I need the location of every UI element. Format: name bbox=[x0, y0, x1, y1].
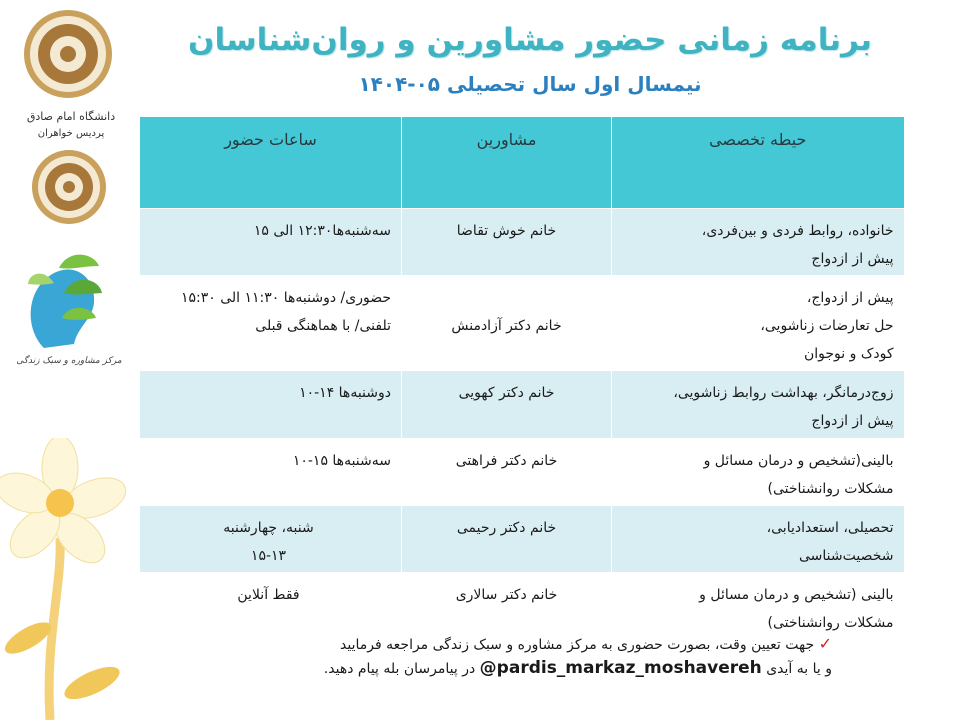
decorative-flower bbox=[0, 438, 150, 720]
header-counselors: مشاورین bbox=[402, 117, 612, 209]
table-row bbox=[140, 276, 904, 371]
hours-cell: شنبه، چهارشنبه ۱۵-۱۳ bbox=[140, 506, 402, 573]
table-row bbox=[140, 439, 904, 506]
specialty-cell: بالینی (تشخیص و درمان مسائل و مشکلات روانشناختی) bbox=[612, 573, 904, 640]
hours-cell: سه‌شنبه‌ها۱۲:۳۰ الی ۱۵ bbox=[140, 209, 402, 276]
specialty-cell: پیش از ازدواج، حل تعارضات زناشویی، کودک و نوجوان bbox=[612, 276, 904, 371]
note-line-1: ✓ جهت تعیین وقت، بصورت حضوری به مرکز مشاوره و سبک زندگی مراجعه فرمایید bbox=[340, 634, 832, 653]
note-line-2: و یا به آیدی @pardis_markaz_moshavereh در پیامرسان بله پیام دهید. bbox=[323, 658, 832, 678]
counselor-cell: خانم دکتر رحیمی bbox=[402, 506, 612, 573]
hours-cell: دوشنبه‌ها ۱۴-۱۰ bbox=[140, 371, 402, 439]
hours-cell: سه‌شنبه‌ها ۱۵-۱۰ bbox=[140, 439, 402, 506]
hours-cell: فقط آنلاین bbox=[140, 573, 402, 640]
table-row bbox=[140, 573, 904, 640]
counseling-center-logo bbox=[14, 248, 114, 358]
page-subtitle: نیمسال اول سال تحصیلی ۰۵-۱۴۰۴ bbox=[358, 72, 702, 96]
specialty-cell: زوج‌درمانگر، بهداشت روابط زناشویی، پیش از ازدواج bbox=[612, 371, 904, 439]
header-hours: ساعات حضور bbox=[140, 117, 402, 209]
specialty-cell: بالینی(تشخیص و درمان مسائل و مشکلات روانشناختی) bbox=[612, 439, 904, 506]
rosette-icon bbox=[12, 148, 126, 226]
university-rosette-icon bbox=[8, 6, 130, 104]
counselor-cell: خانم دکتر سالاری bbox=[402, 573, 612, 640]
checkmark-icon: ✓ bbox=[818, 634, 832, 653]
student-affairs-logo bbox=[12, 148, 126, 226]
table-row bbox=[140, 371, 904, 439]
header-area: حیطه تخصصی bbox=[612, 117, 904, 209]
counselor-cell: خانم خوش تقاضا bbox=[402, 209, 612, 276]
head-leaves-icon bbox=[14, 248, 114, 358]
university-name: دانشگاه امام صادق bbox=[26, 110, 116, 123]
schedule-table bbox=[139, 117, 904, 639]
appointment-note bbox=[160, 632, 832, 681]
page-title: برنامه زمانی حضور مشاورین و روان‌شناسان bbox=[188, 22, 872, 58]
hours-cell: حضوری/ دوشنبه‌ها ۱۱:۳۰ الی ۱۵:۳۰ تلفنی/ با هماهنگی قبلی bbox=[140, 276, 402, 371]
flower-icon bbox=[0, 438, 150, 720]
counselor-cell: خانم دکتر آزادمنش bbox=[402, 276, 612, 371]
specialty-cell: تحصیلی، استعدادیابی، شخصیت‌شناسی bbox=[612, 506, 904, 573]
table-header-row bbox=[140, 117, 904, 209]
counselor-cell: خانم دکتر فراهتی bbox=[402, 439, 612, 506]
counselor-cell: خانم دکتر کهویی bbox=[402, 371, 612, 439]
messenger-handle[interactable]: @pardis_markaz_moshavereh bbox=[479, 658, 762, 678]
counseling-center-caption: مرکز مشاوره و سبک زندگی bbox=[16, 356, 122, 366]
table-row bbox=[140, 506, 904, 573]
table-row bbox=[140, 209, 904, 276]
university-logo bbox=[8, 6, 130, 139]
specialty-cell: خانواده، روابط فردی و بین‌فردی، پیش از ازدواج bbox=[612, 209, 904, 276]
campus-name: پردیس خواهران bbox=[37, 128, 105, 139]
